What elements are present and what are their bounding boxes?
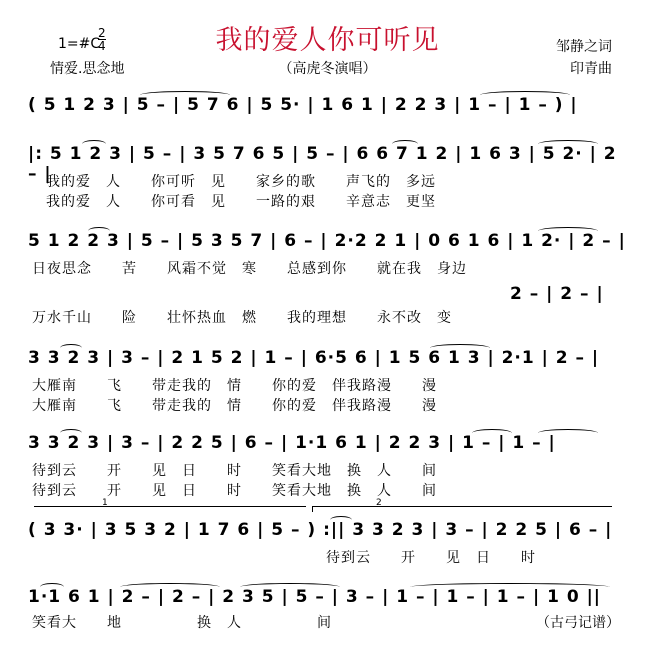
time-signature-top: 2 [98,26,106,40]
lyricist-credit: 邹静之词 [556,39,612,55]
lyric-line-1: 我的爱 人 你可听 见 家乡的歌 声飞的 多远 [46,174,436,190]
transcriber-credit: （古弓记谱） [536,615,620,631]
notation-line: 1·1 6 1 | 2 – | 2 – | 2 3 5 | 5 – | 3 – | 1 – | 1 – | 1 – | 1 0 || [28,587,601,607]
song-title: 我的爱人你可听见 [215,25,440,56]
score-row-endings [0,520,655,570]
time-signature-bottom: 4 [98,39,106,53]
volta-number-2: 2 [376,498,382,508]
volta-number-1: 1 [102,498,108,508]
notation-line: |: 5 1 2 3 | 5 – | 3 5 7 6 5 | 5 – | 6 6 7 1 2 | 1 6 3 | 5 2· | 2 – | [28,144,617,184]
key-signature: 1=#C [58,36,101,52]
time-signature [98,27,106,52]
score-row-alt-ending [0,284,655,334]
score-row-verse-2 [0,231,655,281]
notation-line: 3 3 2 3 | 3 – | 2 2 5 | 6 – | 1·1 6 1 | 2 2 3 | 1 – | 1 – | [28,433,556,453]
lyric-line-1: 大雁南 飞 带走我的 情 你的爱 伴我路漫 漫 [32,378,437,394]
lyric-line-1: 笑看大 地 换 人 间 [32,615,332,631]
score-row-intro [0,95,655,145]
notation-line: 3 3 2 3 | 3 – | 2 1 5 2 | 1 – | 6·5 6 | 1 5 6 1 3 | 2·1 | 2 – | [28,348,600,368]
notation-line: 5 1 2 2 3 | 5 – | 5 3 5 7 | 6 – | 2·2 2 1 | 0 6 1 6 | 1 2· | 2 – | [28,231,626,251]
score-row-chorus-2 [0,433,655,499]
lyric-line-1: 待到云 开 见 日 时 笑看大地 换 人 间 [32,463,437,479]
notation-line: ( 5 1 2 3 | 5 – | 5 7 6 | 5 5· | 1 6 1 | 2 2 3 | 1 – | 1 – ) | [28,95,578,115]
singer-credit: （高虎冬演唱） [278,61,377,77]
volta-bracket-1 [34,506,306,507]
notation-line: ( 3 3· | 3 5 3 2 | 1 7 6 | 5 – ) :|| 3 3 2 3 | 3 – | 2 2 5 | 6 – | [28,520,613,540]
score-row-chorus-1 [0,348,655,414]
score-row-verse-1 [0,144,655,210]
lyric-line-2: 待到云 开 见 日 时 笑看大地 换 人 间 [32,483,437,499]
lyric-line-1: 日夜思念 苦 风霜不觉 寒 总感到你 就在我 身边 [32,261,467,277]
volta-bracket-2-start [312,506,313,512]
notation-line: 2 – | 2 – | [510,284,604,304]
lyric-line-2: 我的爱 人 你可看 见 一路的艰 辛意志 更坚 [46,194,436,210]
expression-mark: 情爱.思念地 [50,61,125,77]
lyric-line-1: 万水千山 险 壮怀热血 燃 我的理想 永不改 变 [32,310,452,326]
lyric-line-1: 待到云 开 见 日 时 [326,550,536,566]
composer-credit: 印青曲 [570,61,612,77]
volta-bracket-2 [312,506,612,507]
lyric-line-2: 大雁南 飞 带走我的 情 你的爱 伴我路漫 漫 [32,398,437,414]
